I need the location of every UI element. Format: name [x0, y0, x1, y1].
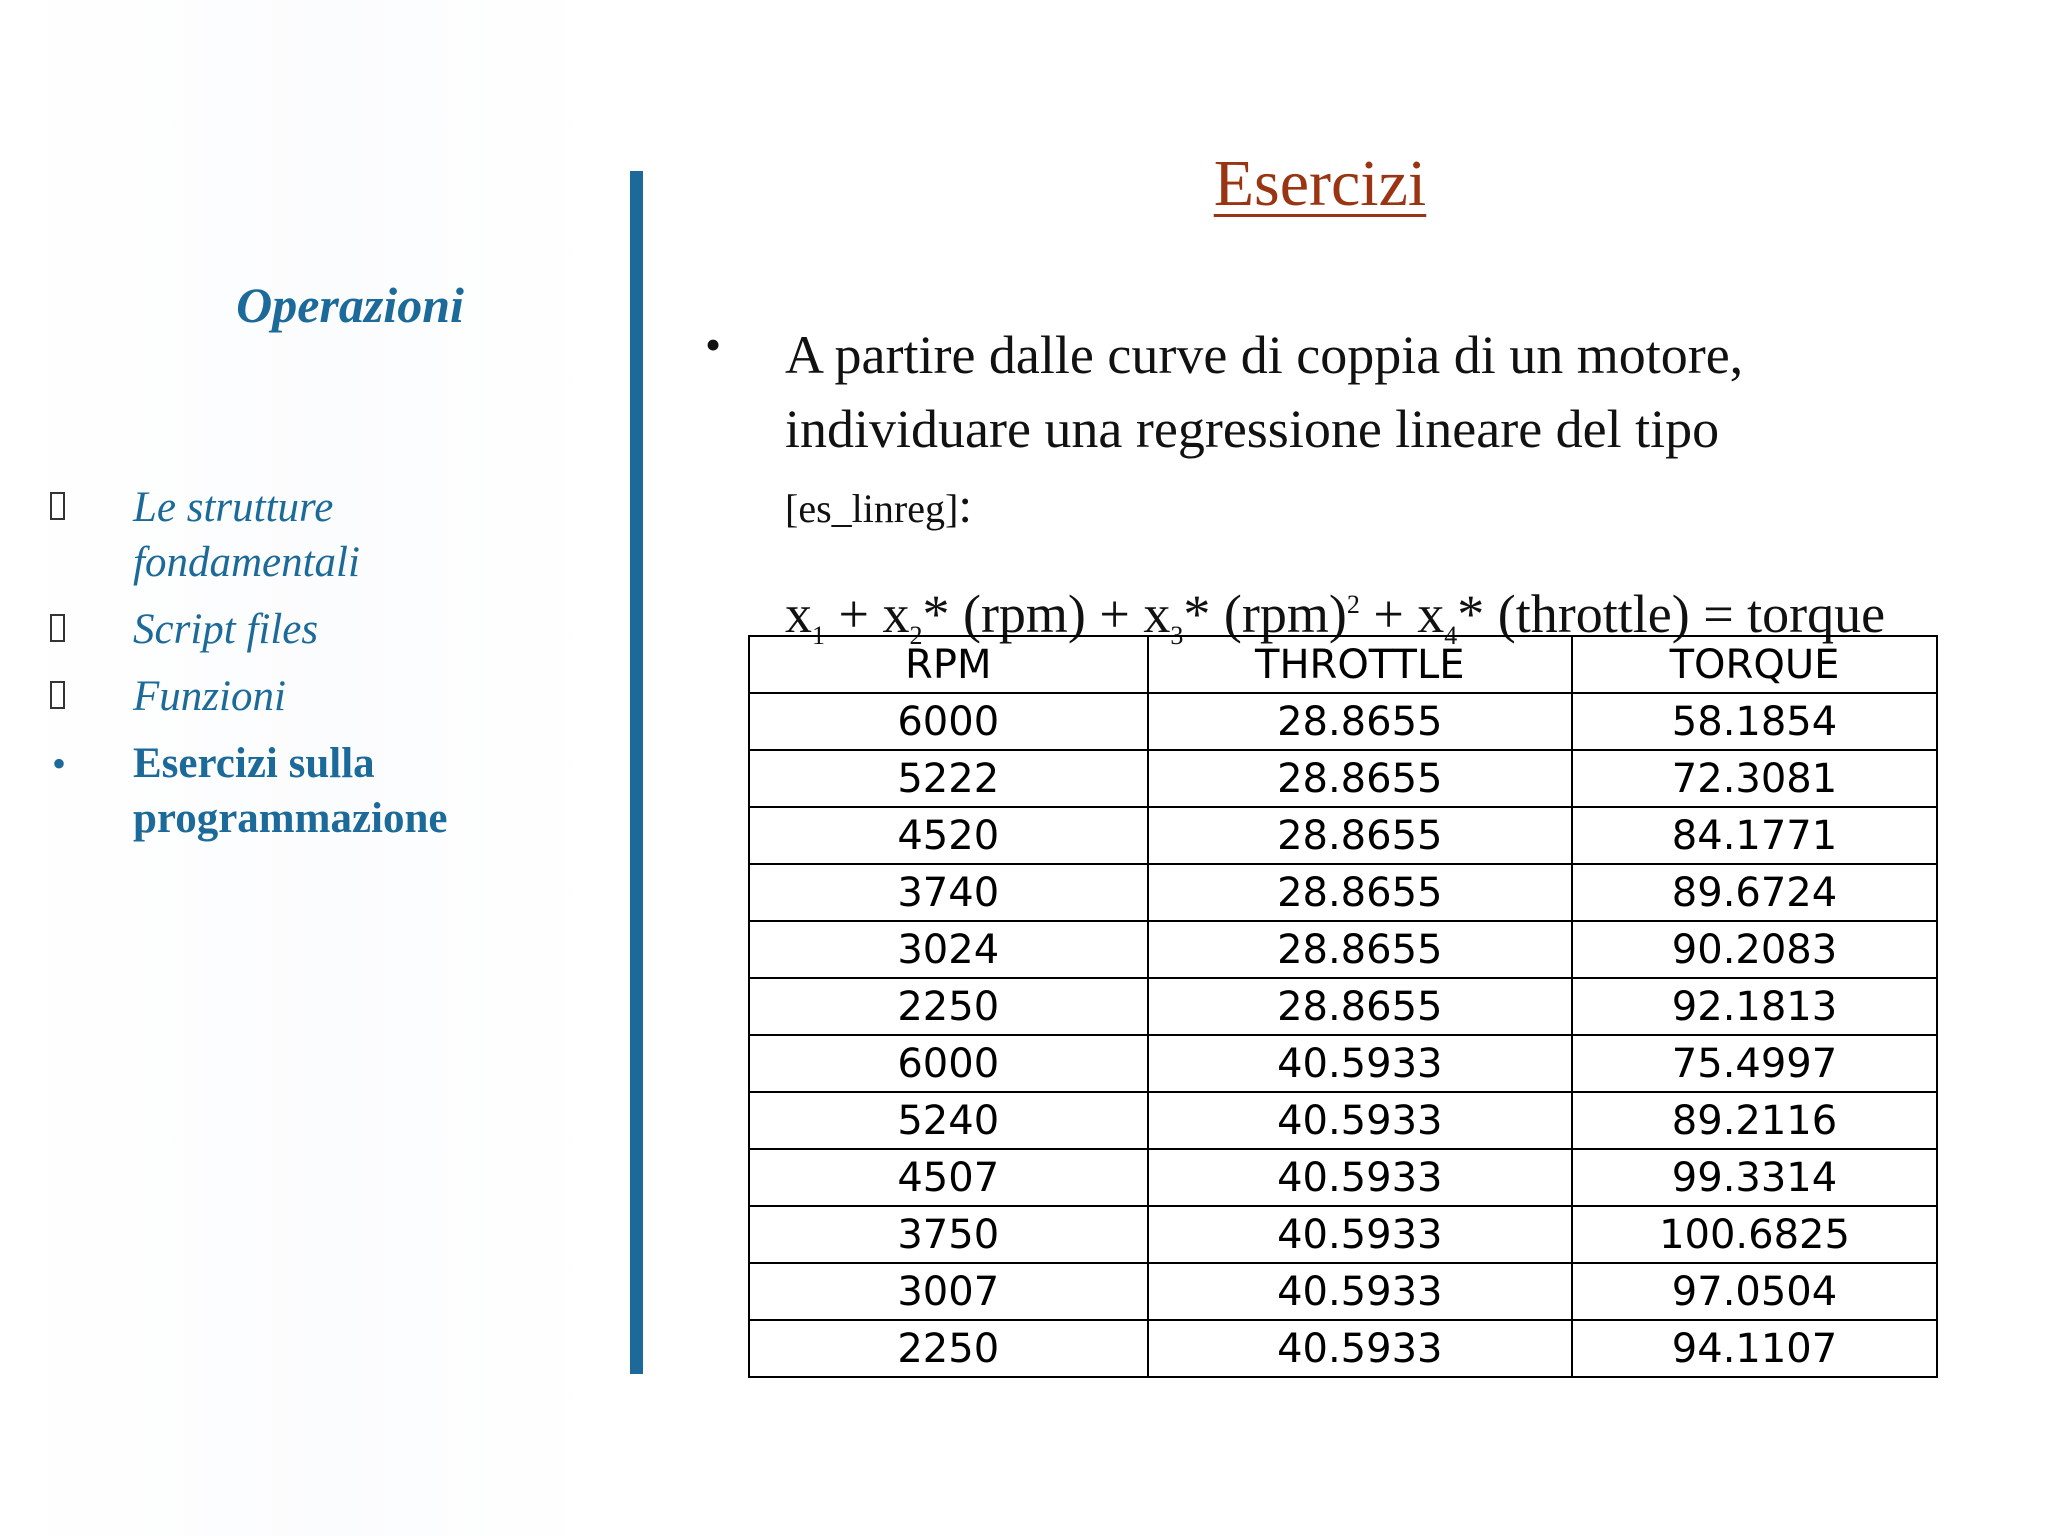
slide-title: Esercizi [1213, 147, 1427, 220]
equation-part: * (throttle) = torque [1457, 584, 1886, 644]
table-row [749, 921, 1937, 978]
table-cell: 40.5933 [1148, 1320, 1572, 1377]
table-cell: 40.5933 [1148, 1149, 1572, 1206]
column-header-rpm: RPM [749, 636, 1148, 693]
sidebar-item-esercizi-sulla-programmazione[interactable] [50, 736, 570, 846]
sidebar-item-label: Funzioni [133, 673, 286, 720]
equation-part: x [785, 584, 812, 644]
table-row [749, 1035, 1937, 1092]
equation-subscript: 2 [909, 620, 923, 650]
table-cell: 6000 [749, 1035, 1148, 1092]
table-cell: 90.2083 [1572, 921, 1937, 978]
table-cell: 58.1854 [1572, 693, 1937, 750]
equation-part: * (rpm) + x [922, 584, 1171, 644]
table-cell: 89.2116 [1572, 1092, 1937, 1149]
table-cell: 28.8655 [1148, 750, 1572, 807]
table-row [749, 1206, 1937, 1263]
table-cell: 5222 [749, 750, 1148, 807]
table-row [749, 864, 1937, 921]
torque-data-table [748, 635, 1938, 1378]
table-cell: 40.5933 [1148, 1206, 1572, 1263]
sidebar-item-le-strutture-fondamentali[interactable] [50, 480, 570, 590]
table-cell: 28.8655 [1148, 807, 1572, 864]
table-body [749, 693, 1937, 1377]
table-cell: 99.3314 [1572, 1149, 1937, 1206]
table-cell: 97.0504 [1572, 1263, 1937, 1320]
column-header-torque: TORQUE [1572, 636, 1937, 693]
square-bullet-icon [50, 681, 65, 709]
table-cell: 40.5933 [1148, 1263, 1572, 1320]
table-cell: 40.5933 [1148, 1035, 1572, 1092]
equation-subscript: 1 [812, 620, 825, 650]
equation-part: + x [825, 584, 910, 644]
equation-part: + x [1359, 584, 1445, 644]
exercise-tag [785, 476, 972, 534]
table-cell: 3024 [749, 921, 1148, 978]
sidebar-item-label: Esercizi sulla programmazione [133, 740, 448, 842]
table-cell: 84.1771 [1572, 807, 1937, 864]
body-bullet-icon: • [705, 319, 722, 370]
equation-subscript: 3 [1170, 620, 1184, 650]
vertical-divider [630, 171, 643, 1374]
sidebar-title: Operazioni [236, 277, 464, 333]
table-cell: 4507 [749, 1149, 1148, 1206]
exercise-description: A partire dalle curve di coppia di un motore, individuare una regressione lineare del tipo [785, 325, 1744, 459]
table-cell: 3750 [749, 1206, 1148, 1263]
table-cell: 28.8655 [1148, 921, 1572, 978]
table-cell: 40.5933 [1148, 1092, 1572, 1149]
table-header-row [749, 636, 1937, 693]
table-row [749, 1092, 1937, 1149]
table-cell: 2250 [749, 978, 1148, 1035]
column-header-throttle: THROTTLE [1148, 636, 1572, 693]
table-cell: 28.8655 [1148, 978, 1572, 1035]
table-cell: 6000 [749, 693, 1148, 750]
table-cell: 5240 [749, 1092, 1148, 1149]
table-cell: 92.1813 [1572, 978, 1937, 1035]
table-cell: 3007 [749, 1263, 1148, 1320]
table-row [749, 807, 1937, 864]
table-cell: 89.6724 [1572, 864, 1937, 921]
sidebar-item-label: Script files [133, 606, 319, 653]
table-cell: 72.3081 [1572, 750, 1937, 807]
square-bullet-icon [50, 492, 65, 520]
sidebar-nav [50, 480, 570, 858]
table-cell: 28.8655 [1148, 864, 1572, 921]
sidebar-item-label: Le strutture fondamentali [133, 484, 360, 586]
exercise-tag-colon: : [958, 477, 973, 533]
table-cell: 100.6825 [1572, 1206, 1937, 1263]
exercise-tag-label: [es_linreg] [785, 486, 959, 531]
table-cell: 2250 [749, 1320, 1148, 1377]
table-cell: 4520 [749, 807, 1148, 864]
table-cell: 28.8655 [1148, 693, 1572, 750]
table-cell: 94.1107 [1572, 1320, 1937, 1377]
equation-part: * (rpm) [1183, 584, 1347, 644]
table-cell: 3740 [749, 864, 1148, 921]
equation-subscript: 4 [1444, 620, 1458, 650]
table-row [749, 693, 1937, 750]
table-row [749, 1149, 1937, 1206]
table-row [749, 750, 1937, 807]
table-row [749, 1263, 1937, 1320]
table-cell: 75.4997 [1572, 1035, 1937, 1092]
table-row [749, 978, 1937, 1035]
sidebar-item-script-files[interactable] [50, 602, 570, 657]
sidebar-item-funzioni[interactable] [50, 669, 570, 724]
table-row [749, 1320, 1937, 1377]
square-bullet-icon [50, 614, 65, 642]
round-bullet-icon: • [52, 741, 67, 786]
equation-superscript: 2 [1346, 590, 1360, 619]
